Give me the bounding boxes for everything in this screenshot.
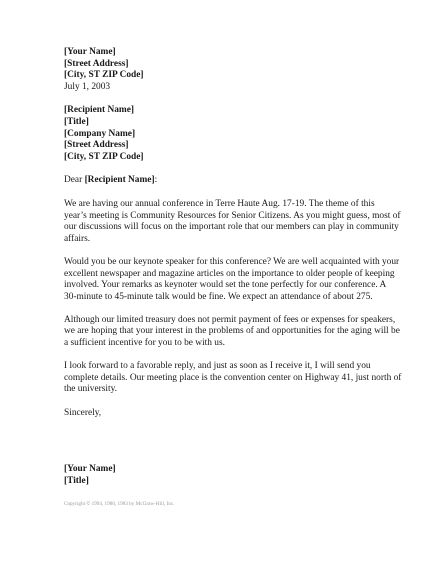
body-paragraph-1 [64, 199, 416, 245]
paragraph-line: We are having our annual conference in Terre Haute Aug. 17-19. The theme of this [64, 198, 375, 209]
paragraph-line: involved. Your remarks as keynoter would set the tone perfectly for our conference. A [64, 280, 387, 291]
sender-city: [City, ST ZIP Code] [64, 70, 144, 81]
recipient-title: [Title] [64, 116, 89, 127]
paragraph-line: Would you be our keynote speaker for this conference? We are well acquainted with your [64, 256, 400, 267]
sender-name: [Your Name] [64, 47, 116, 57]
sender-street: [Street Address] [64, 58, 129, 69]
paragraph-line: complete details. Our meeting place is the convention center on Highway 41, just north of [64, 372, 402, 383]
letter-date: July 1, 2003 [64, 81, 111, 92]
letter-page [64, 47, 416, 508]
paragraph-line: a sufficient incentive for you to be with us. [64, 338, 225, 349]
paragraph-line: the university. [64, 384, 118, 395]
salutation-suffix: : [154, 175, 158, 186]
paragraph-line: 30-minute to 45-minute talk would be fine. We expect an attendance of about 275. [64, 291, 373, 302]
recipient-city: [City, ST ZIP Code] [64, 151, 144, 162]
recipient-name: [Recipient Name] [64, 105, 135, 116]
copyright-notice: Copyright © 1994, 1986, 1983 by McGraw-Hill, Inc. [64, 501, 175, 508]
recipient-company: [Company Name] [64, 128, 136, 139]
paragraph-line: year’s meeting is Community Resources for Senior Citizens. As you might guess, most of [64, 210, 401, 221]
signature-title: [Title] [64, 475, 89, 486]
body-paragraph-4 [64, 361, 416, 396]
paragraph-line: affairs. [64, 233, 91, 244]
recipient-street: [Street Address] [64, 140, 129, 151]
paragraph-line: I look forward to a favorable reply, and just as soon as I receive it, I will send you [64, 361, 371, 372]
paragraph-line: excellent newspaper and magazine articles on the importance to older people of keeping [64, 268, 395, 279]
body-paragraph-2 [64, 257, 416, 303]
recipient-block [64, 105, 416, 163]
closing: Sincerely, [64, 407, 102, 418]
salutation-prefix: Dear [64, 175, 85, 186]
paragraph-line: our discussions will focus on the important role that our members can play in community [64, 222, 399, 233]
signature-name: [Your Name] [64, 464, 116, 475]
paragraph-line: Although our limited treasury does not permit payment of fees or expenses for speakers, [64, 314, 396, 325]
paragraph-line: we are hoping that your interest in the problems of and opportunities for the aging will be [64, 326, 400, 337]
salutation [64, 175, 416, 187]
sender-block [64, 47, 416, 93]
signature-block [64, 464, 416, 487]
salutation-name: [Recipient Name] [84, 175, 155, 186]
body-paragraph-3 [64, 315, 416, 350]
